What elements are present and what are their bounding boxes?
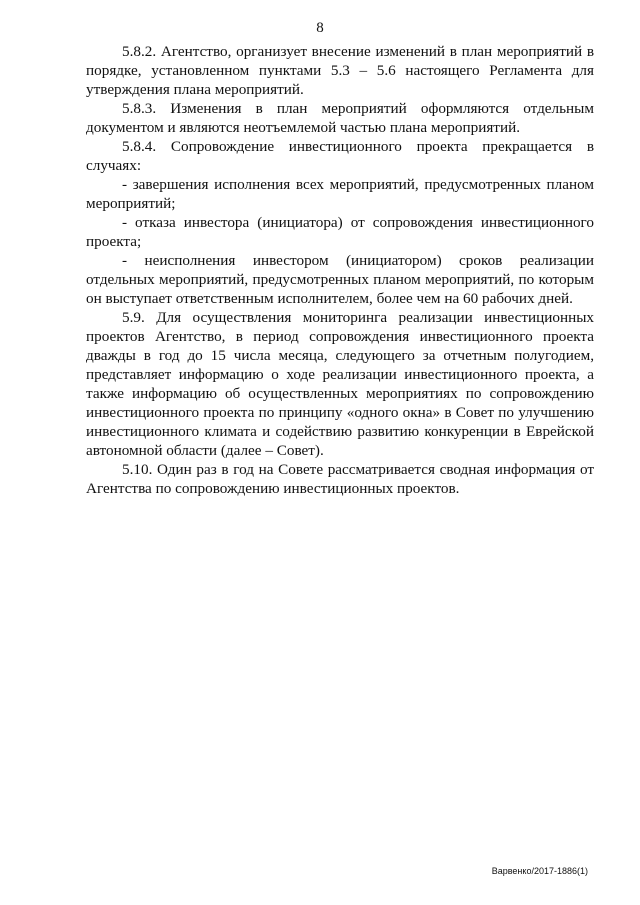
page-number: 8 [316, 20, 324, 36]
paragraph-5-8-3: 5.8.3. Изменения в план мероприятий оформляются отдельным документом и являются неотъемлемой частью плана мероприятий. [86, 100, 594, 136]
list-item-non-fulfillment: - неисполнения инвестором (инициатором) сроков реализации отдельных мероприятий, предусмотренных планом мероприятий, по которым он выступает ответственным исполнителем, более чем на 60 рабочих дней. [86, 252, 594, 307]
paragraph-5-8-4: 5.8.4. Сопровождение инвестиционного проекта прекращается в случаях: [86, 138, 594, 174]
paragraph-5-8-2: 5.8.2. Агентство, организует внесение изменений в план мероприятий в порядке, установленном пунктами 5.3 – 5.6 настоящего Регламента для утверждения плана мероприятий. [86, 43, 594, 98]
document-body [86, 42, 594, 498]
list-item-completion: - завершения исполнения всех мероприятий, предусмотренных планом мероприятий; [86, 176, 594, 212]
list-item-investor-refusal: - отказа инвестора (инициатора) от сопровождения инвестиционного проекта; [86, 214, 594, 250]
document-reference: Варвенко/2017-1886(1) [491, 866, 588, 876]
paragraph-5-9: 5.9. Для осуществления мониторинга реализации инвестиционных проектов Агентство, в период сопровождения инвестиционного проекта дважды в год до 15 числа месяца, следующего за отчетным полугодием, представляет информацию о ходе реализации инвестиционного проекта, а также информацию об осуществленных мероприятиях по сопровождению инвестиционного проекта по принципу «одного окна» в Совет по улучшению инвестиционного климата и содействию развитию конкуренции в Еврейской автономной области (далее – Совет). [86, 309, 594, 459]
paragraph-5-10: 5.10. Один раз в год на Совете рассматривается сводная информация от Агентства по сопровождению инвестиционных проектов. [86, 461, 594, 497]
